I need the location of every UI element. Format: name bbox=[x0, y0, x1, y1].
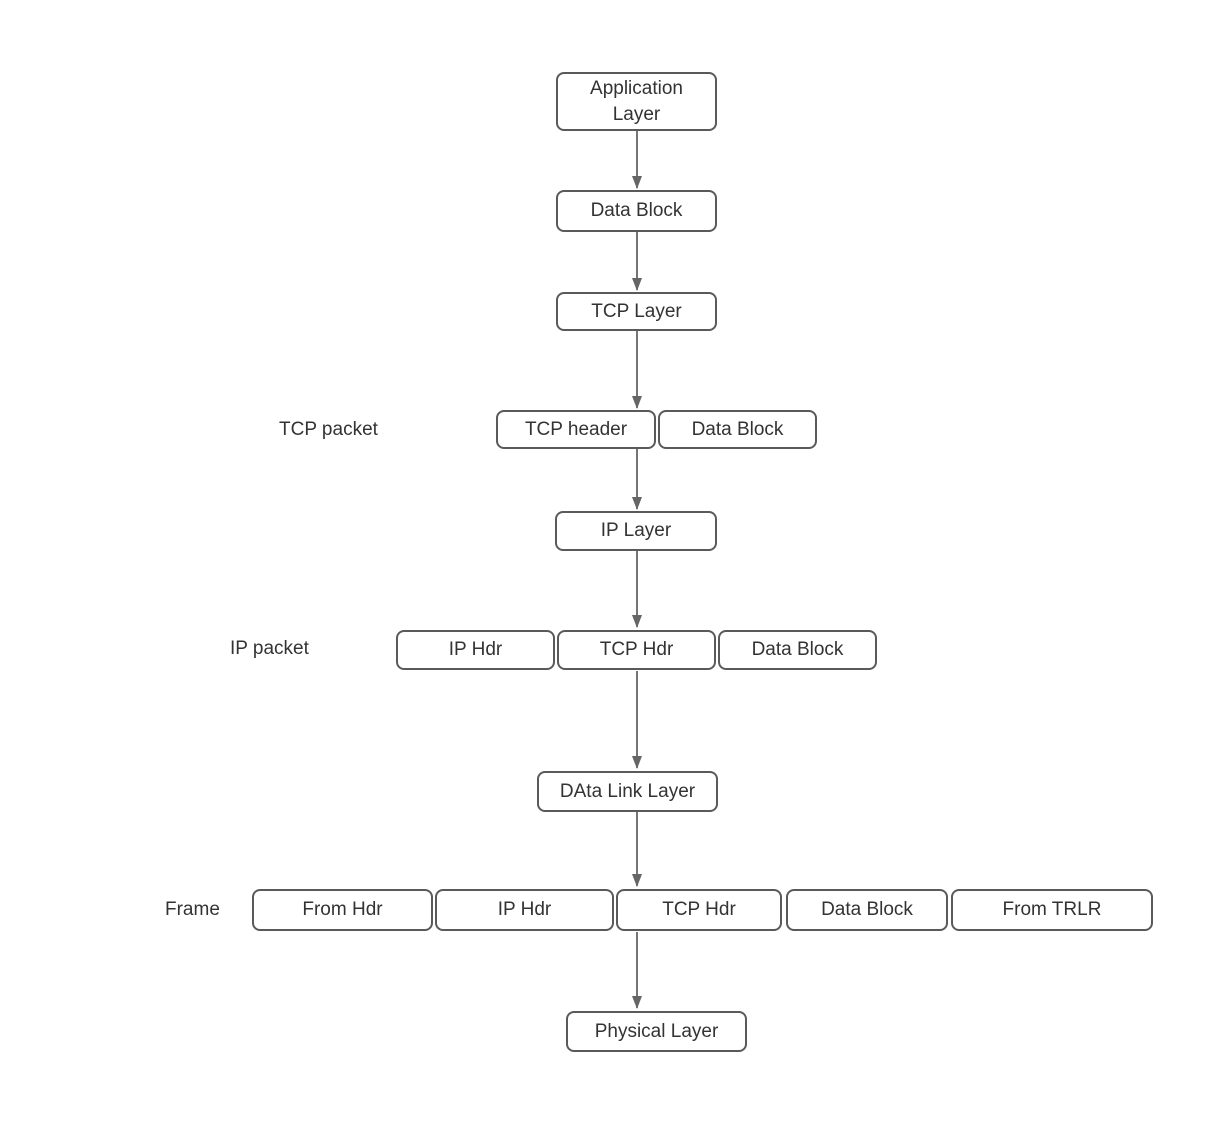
node-data-link-layer bbox=[537, 771, 718, 812]
node-label: Data Block bbox=[821, 899, 913, 921]
node-tcp-layer bbox=[556, 292, 717, 331]
node-label: From TRLR bbox=[1002, 899, 1102, 921]
frame-box-tcp-hdr bbox=[616, 889, 782, 931]
node-label: TCP header bbox=[524, 418, 628, 440]
node-label: Data Block bbox=[751, 639, 844, 661]
tcp-packet-box-tcp-header bbox=[496, 410, 656, 449]
node-label: Application Layer bbox=[590, 77, 683, 125]
frame-box-from-trlr bbox=[951, 889, 1153, 931]
ip-packet-box-tcp-hdr bbox=[557, 630, 716, 670]
frame-label: Frame bbox=[165, 899, 220, 920]
ip-packet-box-data-block bbox=[718, 630, 877, 670]
node-label: IP Hdr bbox=[497, 899, 552, 921]
node-label: TCP Hdr bbox=[662, 899, 736, 921]
tcp-packet-label: TCP packet bbox=[279, 419, 378, 440]
ip-packet-label: IP packet bbox=[230, 638, 309, 659]
node-label: Data Block bbox=[590, 200, 683, 222]
node-label: TCP Hdr bbox=[599, 639, 674, 661]
node-physical-layer bbox=[566, 1011, 747, 1052]
node-ip-layer bbox=[555, 511, 717, 551]
frame-box-data-block bbox=[786, 889, 948, 931]
node-label: IP Layer bbox=[600, 520, 672, 542]
node-label: TCP Layer bbox=[591, 300, 682, 322]
node-label: From Hdr bbox=[302, 899, 383, 921]
node-application-layer bbox=[556, 72, 717, 131]
node-label: Physical Layer bbox=[594, 1020, 719, 1042]
frame-box-from-hdr bbox=[252, 889, 433, 931]
frame-box-ip-hdr bbox=[435, 889, 614, 931]
ip-packet-box-ip-hdr bbox=[396, 630, 555, 670]
node-label: DAta Link Layer bbox=[559, 780, 696, 802]
node-data-block bbox=[556, 190, 717, 232]
node-label: Data Block bbox=[691, 418, 784, 440]
node-label: IP Hdr bbox=[448, 639, 503, 661]
tcp-packet-box-data-block bbox=[658, 410, 817, 449]
